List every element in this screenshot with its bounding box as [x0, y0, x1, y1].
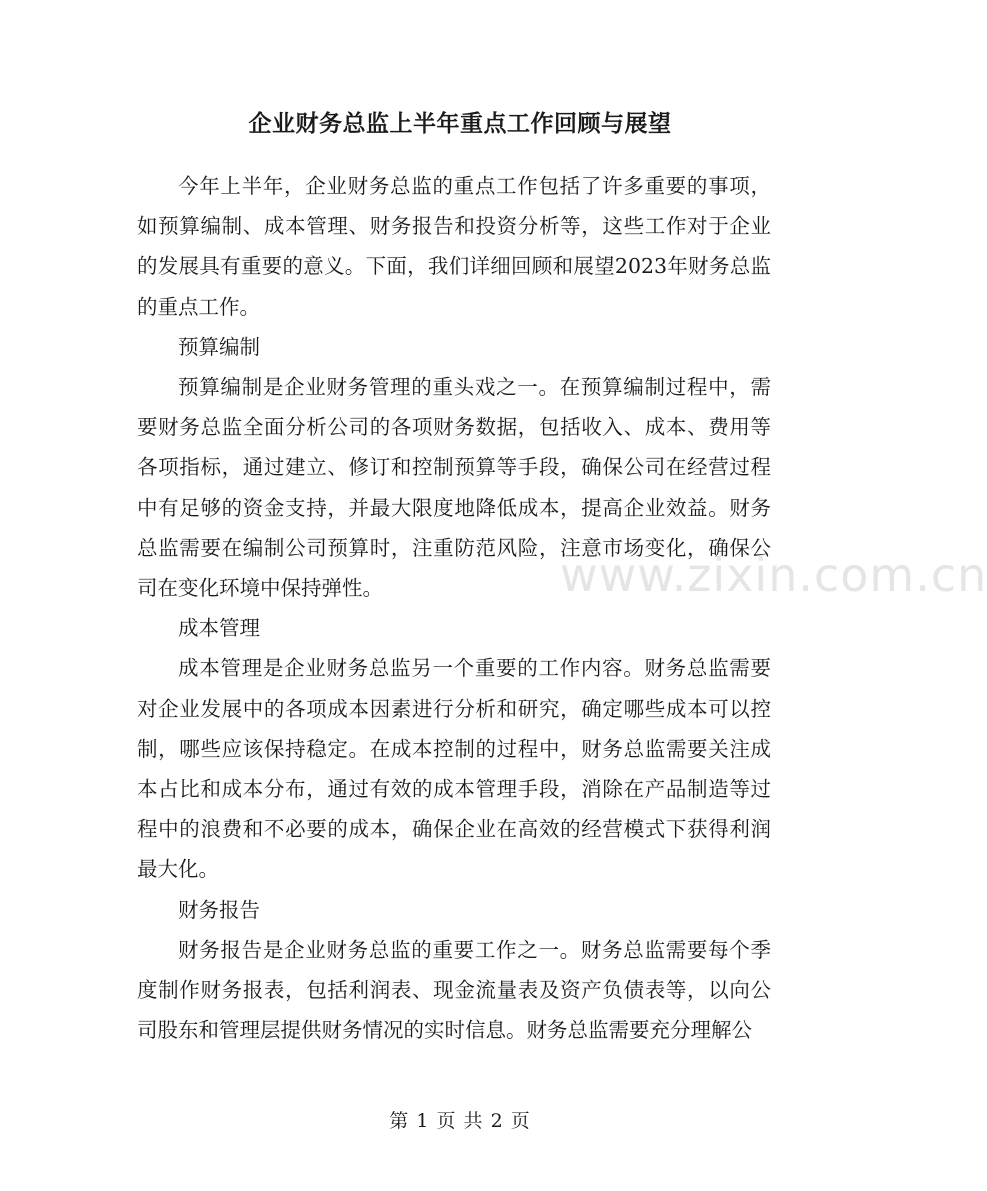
section-heading-cost: 成本管理	[178, 616, 260, 641]
section-heading-budget: 预算编制	[178, 334, 260, 359]
document-title: 企业财务总监上半年重点工作回顾与展望	[248, 111, 672, 137]
section-heading-report: 财务报告	[178, 897, 260, 922]
report-paragraph: 财务报告是企业财务总监的重要工作之一。财务总监需要每个季度制作财务报表，包括利润表、现金流量表及资产负债表等，以向公司股东和管理层提供财务情况的实时信息。财务总监需要充分理解公	[137, 937, 771, 1043]
total-pages-number: 2	[490, 1110, 504, 1132]
page-label-prefix: 第	[389, 1110, 410, 1132]
budget-paragraph: 预算编制是企业财务管理的重头戏之一。在预算编制过程中，需要财务总监全面分析公司的各项财务数据，包括收入、成本、费用等各项指标，通过建立、修订和控制预算等手段，确保公司在经营过程中有足够的资金支持，并最大限度地降低成本，提高企业效益。财务总监需要在编制公司预算时，注重防范风险，注意市场变化，确保公司在变化环境中保持弹性。	[137, 375, 771, 601]
document-body	[137, 166, 771, 1050]
current-page-number: 1	[416, 1110, 430, 1132]
cost-paragraph: 成本管理是企业财务总监另一个重要的工作内容。财务总监需要对企业发展中的各项成本因素进行分析和研究，确定哪些成本可以控制，哪些应该保持稳定。在成本控制的过程中，财务总监需要关注成本占比和成本分布，通过有效的成本管理手段，消除在产品制造等过程中的浪费和不必要的成本，确保企业在高效的经营模式下获得利润最大化。	[137, 656, 771, 882]
page-label-mid: 页 共	[436, 1110, 484, 1132]
page-label-suffix: 页	[510, 1110, 531, 1132]
intro-paragraph: 今年上半年，企业财务总监的重点工作包括了许多重要的事项，如预算编制、成本管理、财务报告和投资分析等，这些工作对于企业的发展具有重要的意义。下面，我们详细回顾和展望2023年财务总监的重点工作。	[137, 174, 771, 319]
page-footer	[0, 1106, 920, 1136]
watermark: www.zixin.com.cn	[560, 548, 987, 602]
